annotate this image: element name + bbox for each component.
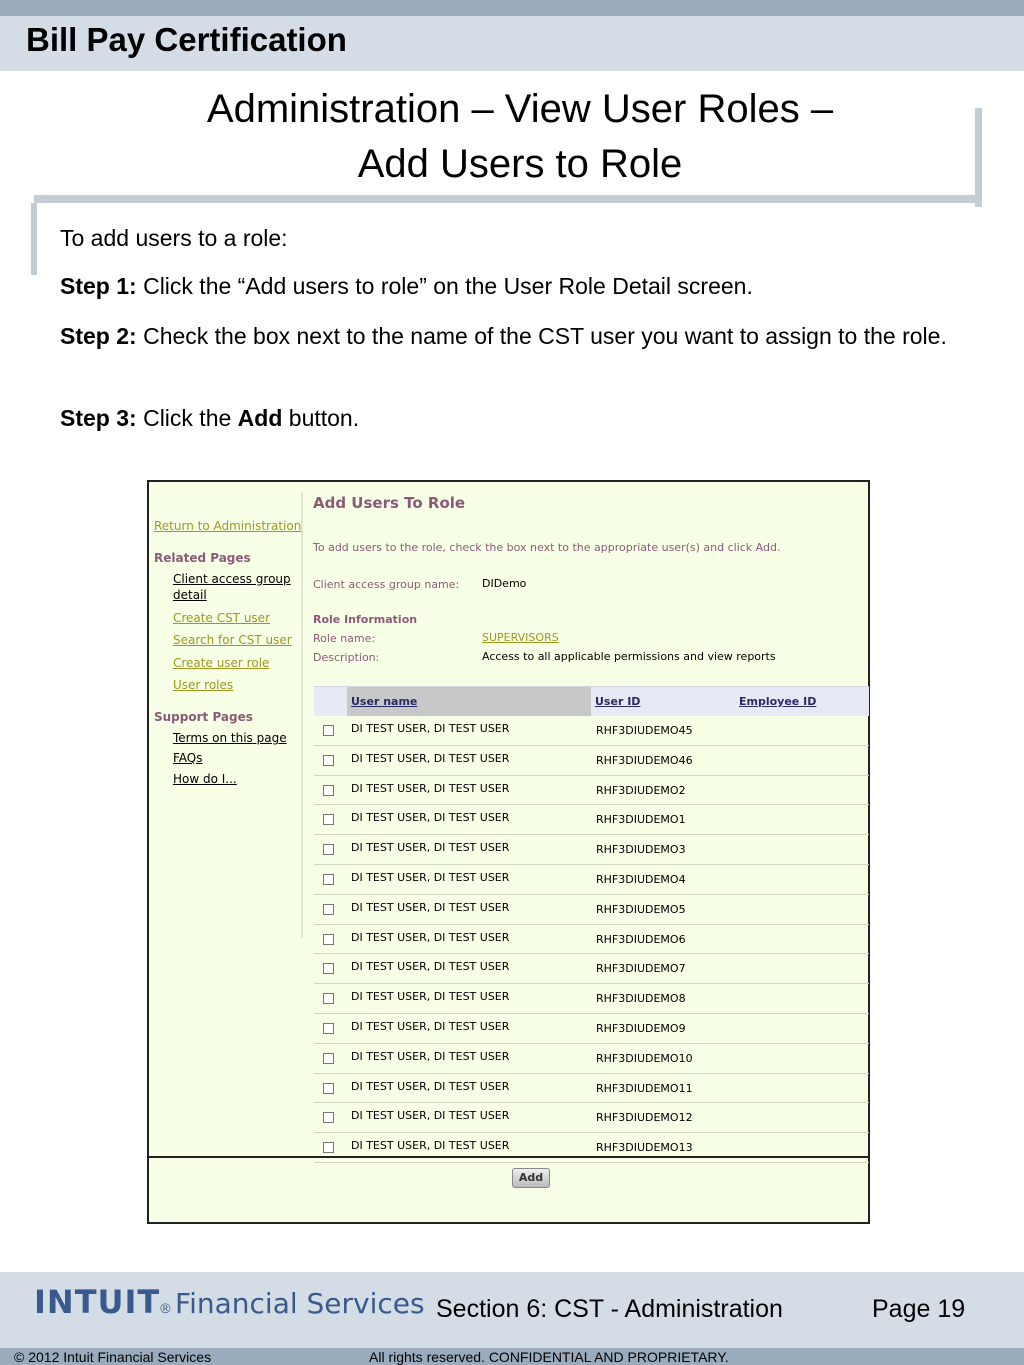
intro-text: To add users to a role: [60, 225, 288, 251]
logo-brand: INTUIT [34, 1283, 161, 1321]
step-1-label: Step 1: [60, 273, 137, 299]
table-row [314, 954, 869, 984]
slide-title [60, 82, 980, 192]
user-id-cell: RHF3DIUDEMO8 [596, 992, 686, 1006]
table-row [314, 1103, 869, 1133]
table-row [314, 1014, 869, 1044]
shot-divider [149, 1156, 868, 1158]
user-checkbox[interactable] [323, 814, 334, 825]
user-name-cell: DI TEST USER, DI TEST USER [351, 900, 510, 914]
table-row [314, 1044, 869, 1074]
user-checkbox[interactable] [323, 1053, 334, 1064]
user-name-cell: DI TEST USER, DI TEST USER [351, 751, 510, 765]
user-name-cell: DI TEST USER, DI TEST USER [351, 841, 510, 855]
user-checkbox[interactable] [323, 725, 334, 736]
user-checkbox[interactable] [323, 844, 334, 855]
table-row [314, 746, 869, 776]
table-header [314, 686, 869, 716]
user-name-cell: DI TEST USER, DI TEST USER [351, 781, 510, 795]
user-checkbox[interactable] [323, 1142, 334, 1153]
frame-right [975, 108, 982, 207]
user-id-cell: RHF3DIUDEMO13 [596, 1141, 693, 1155]
logo-dot: ® [160, 1300, 171, 1316]
user-id-cell: RHF3DIUDEMO6 [596, 932, 686, 946]
footer-page: Page 19 [872, 1295, 966, 1323]
user-checkbox[interactable] [323, 904, 334, 915]
user-checkbox[interactable] [323, 934, 334, 945]
table-row [314, 1074, 869, 1104]
client-access-group-detail-link[interactable]: detail [173, 588, 207, 602]
user-name-cell: DI TEST USER, DI TEST USER [351, 1019, 510, 1033]
shot-instructions: To add users to the role, check the box next to the appropriate user(s) and click Add. [313, 541, 781, 554]
user-id-cell: RHF3DIUDEMO5 [596, 902, 686, 916]
rights-notice: All rights reserved. CONFIDENTIAL AND PROPRIETARY. [369, 1349, 729, 1365]
user-id-cell: RHF3DIUDEMO46 [596, 753, 693, 767]
step-3-pre: Click the [136, 405, 238, 431]
slide-title-line2: Add Users to Role [357, 142, 683, 186]
intuit-logo [34, 1283, 425, 1323]
role-info-heading: Role Information [313, 613, 418, 626]
user-id-cell: RHF3DIUDEMO3 [596, 843, 686, 857]
user-id-cell: RHF3DIUDEMO11 [596, 1081, 693, 1095]
role-name-link[interactable]: SUPERVISORS [482, 631, 559, 644]
description-value: Access to all applicable permissions and view reports [482, 650, 776, 663]
user-checkbox[interactable] [323, 785, 334, 796]
user-name-cell: DI TEST USER, DI TEST USER [351, 1109, 510, 1123]
frame-bottom [34, 195, 982, 203]
group-value: DIDemo [482, 577, 527, 590]
table-row [314, 984, 869, 1014]
user-id-cell: RHF3DIUDEMO4 [596, 872, 686, 886]
description-label: Description: [313, 651, 380, 664]
user-checkbox[interactable] [323, 874, 334, 885]
table-row [314, 835, 869, 865]
user-id-cell: RHF3DIUDEMO2 [596, 783, 686, 797]
user-name-cell: DI TEST USER, DI TEST USER [351, 811, 510, 825]
table-row [314, 925, 869, 955]
table-body [314, 716, 869, 1163]
users-table [314, 686, 869, 1163]
step-3-bold: Add [237, 405, 283, 431]
user-checkbox[interactable] [323, 963, 334, 974]
return-to-administration-link[interactable]: Return to Administration [154, 519, 302, 533]
user-id-cell: RHF3DIUDEMO7 [596, 962, 686, 976]
user-id-cell: RHF3DIUDEMO12 [596, 1111, 693, 1125]
copyright: © 2012 Intuit Financial Services [14, 1349, 212, 1365]
user-checkbox[interactable] [323, 993, 334, 1004]
user-name-cell: DI TEST USER, DI TEST USER [351, 990, 510, 1004]
step-2 [60, 320, 960, 352]
user-checkbox[interactable] [323, 1112, 334, 1123]
step-2-text: Check the box next to the name of the CST user you want to assign to the role. [136, 323, 947, 349]
step-3-post: button. [282, 405, 360, 431]
related-pages-heading: Related Pages [154, 551, 251, 565]
header-title: Bill Pay Certification [26, 21, 347, 58]
user-name-cell: DI TEST USER, DI TEST USER [351, 1079, 510, 1093]
user-roles-link[interactable]: User roles [173, 678, 234, 692]
create-user-role-link[interactable]: Create user role [173, 656, 270, 670]
user-checkbox[interactable] [323, 1083, 334, 1094]
add-button[interactable]: Add [512, 1168, 550, 1188]
add-users-screenshot [147, 480, 870, 1224]
user-checkbox[interactable] [323, 1023, 334, 1034]
table-row [314, 865, 869, 895]
table-row [314, 776, 869, 806]
slide-title-line1: Administration – View User Roles – [206, 87, 834, 131]
shot-title: Add Users To Role [313, 494, 466, 512]
user-name-cell: DI TEST USER, DI TEST USER [351, 870, 510, 884]
support-pages-heading: Support Pages [154, 710, 253, 724]
table-row [314, 805, 869, 835]
how-do-i-link[interactable]: How do I... [173, 772, 237, 786]
logo-text: Financial Services [175, 1287, 425, 1320]
user-id-cell: RHF3DIUDEMO9 [596, 1021, 686, 1035]
user-id-cell: RHF3DIUDEMO10 [596, 1051, 693, 1065]
user-name-cell: DI TEST USER, DI TEST USER [351, 960, 510, 974]
step-3 [60, 402, 359, 434]
user-name-cell: DI TEST USER, DI TEST USER [351, 1139, 510, 1153]
sidebar-divider [301, 492, 303, 938]
step-1-text: Click the “Add users to role” on the User Role Detail screen. [136, 273, 753, 299]
footer-section: Section 6: CST - Administration [436, 1295, 783, 1323]
client-access-group-link[interactable]: Client access group [173, 572, 291, 586]
user-name-cell: DI TEST USER, DI TEST USER [351, 930, 510, 944]
col-user-name[interactable]: User name [351, 695, 418, 708]
user-id-cell: RHF3DIUDEMO1 [596, 813, 686, 827]
step-3-label: Step 3: [60, 405, 137, 431]
top-strip [0, 0, 1024, 16]
col-user-id[interactable]: User ID [595, 695, 641, 708]
table-row [314, 1133, 869, 1163]
faqs-link[interactable]: FAQs [173, 751, 203, 765]
user-name-cell: DI TEST USER, DI TEST USER [351, 1049, 510, 1063]
role-name-label: Role name: [313, 632, 376, 645]
terms-link[interactable]: Terms on this page [173, 731, 287, 745]
user-id-cell: RHF3DIUDEMO45 [596, 724, 693, 737]
group-label: Client access group name: [313, 578, 460, 591]
step-1 [60, 270, 753, 302]
search-cst-user-link[interactable]: Search for CST user [173, 633, 292, 647]
create-cst-user-link[interactable]: Create CST user [173, 611, 271, 625]
table-row [314, 895, 869, 925]
frame-left [31, 203, 37, 275]
step-2-label: Step 2: [60, 323, 137, 349]
table-row [314, 716, 869, 746]
user-checkbox[interactable] [323, 755, 334, 766]
user-name-cell: DI TEST USER, DI TEST USER [351, 722, 510, 735]
col-employee-id[interactable]: Employee ID [739, 695, 817, 708]
